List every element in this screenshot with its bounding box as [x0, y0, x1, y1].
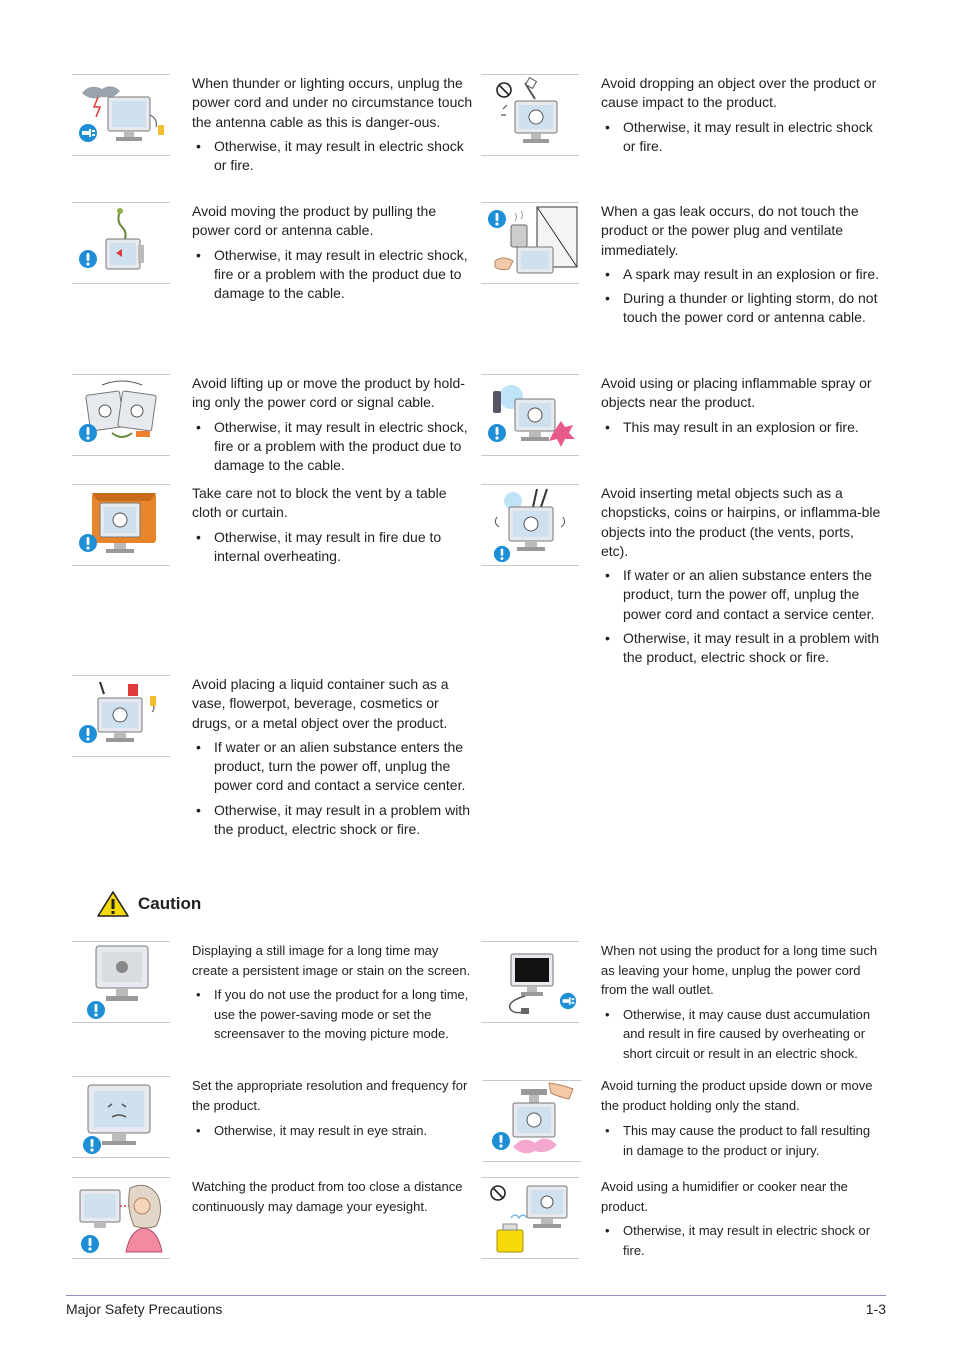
item-text [192, 74, 474, 175]
item-text [601, 74, 883, 156]
illustration-thumbnail [72, 374, 170, 456]
bullet-point: • Otherwise, it may result in eye strain. [192, 1121, 474, 1141]
illustration-thumbnail [72, 74, 170, 156]
item-bullets [192, 1121, 474, 1141]
item-intro: Avoid moving the product by pulling the power cord or antenna cable. [192, 203, 437, 239]
illustration-thumbnail [483, 1080, 581, 1162]
item-text [601, 374, 883, 437]
item-bullets [192, 985, 474, 1044]
illustration-thumbnail [481, 484, 579, 566]
item-bullets [601, 265, 883, 328]
item-text [192, 484, 474, 566]
bullet-point: • During a thunder or lighting storm, do not touch the power cord or antenna cable. [601, 289, 883, 328]
bullet-point: • If you do not use the product for a long time, use the power-saving mode or set the screensaver to the moving picture mode. [192, 985, 474, 1044]
item-intro: When thunder or lighting occurs, unplug the power cord and under no circumstance touch the antenna cable as this is danger-ous. [192, 75, 473, 130]
illustration-thumbnail [72, 202, 170, 284]
item-intro: Take care not to block the vent by a table cloth or curtain. [192, 485, 447, 521]
unplug-icon [559, 992, 577, 1010]
footer-page-number: 1-3 [865, 1301, 886, 1317]
item-intro: Avoid using a humidifier or cooker near the product. [601, 1179, 848, 1214]
unplug-icon [78, 123, 98, 143]
item-text [601, 941, 883, 1063]
bullet-point: • Otherwise, it may result in electric shock or fire. [601, 1221, 883, 1260]
illustration-thumbnail [72, 1177, 170, 1259]
item-text [601, 202, 883, 328]
item-intro: Avoid placing a liquid container such as a vase, flowerpot, beverage, cosmetics or drugs, or a metal object over the product. [192, 676, 449, 731]
item-bullets [601, 566, 883, 667]
item-intro: Avoid inserting metal objects such as a chopsticks, coins or hairpins, or inflamma-ble objects into the product (the vents, ports, etc). [601, 485, 881, 559]
item-bullets [601, 1005, 883, 1064]
warning-icon [86, 1000, 106, 1020]
item-intro: Avoid dropping an object over the product or cause impact to the product. [601, 75, 877, 111]
illustration-thumbnail [481, 202, 579, 284]
illustration-thumbnail [481, 374, 579, 456]
warning-icon [80, 1234, 100, 1254]
item-intro: When not using the product for a long time such as leaving your home, unplug the power cord from the wall outlet. [601, 943, 878, 997]
item-bullets [601, 1121, 883, 1160]
bullet-point: • Otherwise, it may result in a problem with the product, electric shock or fire. [601, 629, 883, 668]
item-text [192, 202, 474, 303]
illustration-thumbnail [72, 941, 170, 1023]
caution-title: Caution [138, 894, 202, 913]
illustration-thumbnail [481, 941, 579, 1023]
illustration-thumbnail [72, 675, 170, 757]
item-text [601, 1177, 883, 1260]
bullet-point: • Otherwise, it may result in electric shock, fire or a problem with the product due to damage to the cable. [192, 418, 474, 476]
illustration-thumbnail [72, 484, 170, 566]
item-text [192, 675, 474, 839]
item-bullets [192, 137, 474, 176]
item-intro: Watching the product from too close a distance continuously may damage your eyesight. [192, 1179, 463, 1214]
illustration-thumbnail [481, 74, 579, 156]
warning-icon [487, 209, 507, 229]
item-intro: Avoid using or placing inflammable spray or objects near the product. [601, 375, 872, 411]
warning-icon [82, 1135, 102, 1155]
item-intro: Set the appropriate resolution and frequency for the product. [192, 1078, 468, 1113]
bullet-point: • Otherwise, it may result in electric shock or fire. [601, 118, 883, 157]
bullet-point: • A spark may result in an explosion or fire. [601, 265, 883, 284]
item-text [192, 374, 474, 475]
item-bullets [601, 118, 883, 157]
bullet-point: • If water or an alien substance enters the product, turn the power off, unplug the power cord and contact a service center. [601, 566, 883, 624]
warning-icon [78, 533, 98, 553]
bullet-point: • Otherwise, it may result in a problem with the product, electric shock or fire. [192, 801, 474, 840]
bullet-point: • Otherwise, it may result in fire due to internal overheating. [192, 528, 474, 567]
item-intro: Displaying a still image for a long time may create a persistent image or stain on the screen. [192, 943, 471, 978]
item-text [601, 484, 883, 668]
item-text [601, 1076, 883, 1160]
warning-icon [78, 249, 98, 269]
warning-icon [78, 724, 98, 744]
item-bullets [192, 246, 474, 304]
prohibit-icon [489, 1184, 507, 1202]
item-text [192, 1076, 474, 1141]
item-bullets [601, 1221, 883, 1260]
bullet-point: • Otherwise, it may result in electric shock, fire or a problem with the product due to damage to the cable. [192, 246, 474, 304]
bullet-point: • This may result in an explosion or fire. [601, 418, 883, 437]
illustration-thumbnail [72, 1076, 170, 1158]
bullet-point: • This may cause the product to fall resulting in damage to the product or injury. [601, 1121, 883, 1160]
item-bullets [192, 528, 474, 567]
bullet-point: • Otherwise, it may result in electric shock or fire. [192, 137, 474, 176]
item-intro: Avoid turning the product upside down or move the product holding only the stand. [601, 1078, 873, 1113]
warning-icon [493, 545, 511, 563]
item-bullets [192, 738, 474, 839]
item-bullets [192, 418, 474, 476]
bullet-point: • Otherwise, it may cause dust accumulation and result in fire caused by overheating or short circuit or result in an electric shock. [601, 1005, 883, 1064]
item-intro: When a gas leak occurs, do not touch the product or the power plug and ventilate immediately. [601, 203, 859, 258]
footer-divider [66, 1295, 886, 1296]
item-text [192, 1177, 474, 1216]
prohibit-icon [495, 81, 513, 99]
bullet-point: • If water or an alien substance enters the product, turn the power off, unplug the power cord and contact a service center. [192, 738, 474, 796]
warning-icon [78, 423, 98, 443]
footer-section-title: Major Safety Precautions [66, 1301, 223, 1317]
caution-triangle-icon [96, 890, 130, 918]
warning-icon [491, 1131, 511, 1151]
warning-icon [487, 423, 507, 443]
item-intro: Avoid lifting up or move the product by hold-ing only the power cord or signal cable. [192, 375, 465, 411]
illustration-thumbnail [481, 1177, 579, 1259]
item-text [192, 941, 474, 1044]
item-bullets [601, 418, 883, 437]
